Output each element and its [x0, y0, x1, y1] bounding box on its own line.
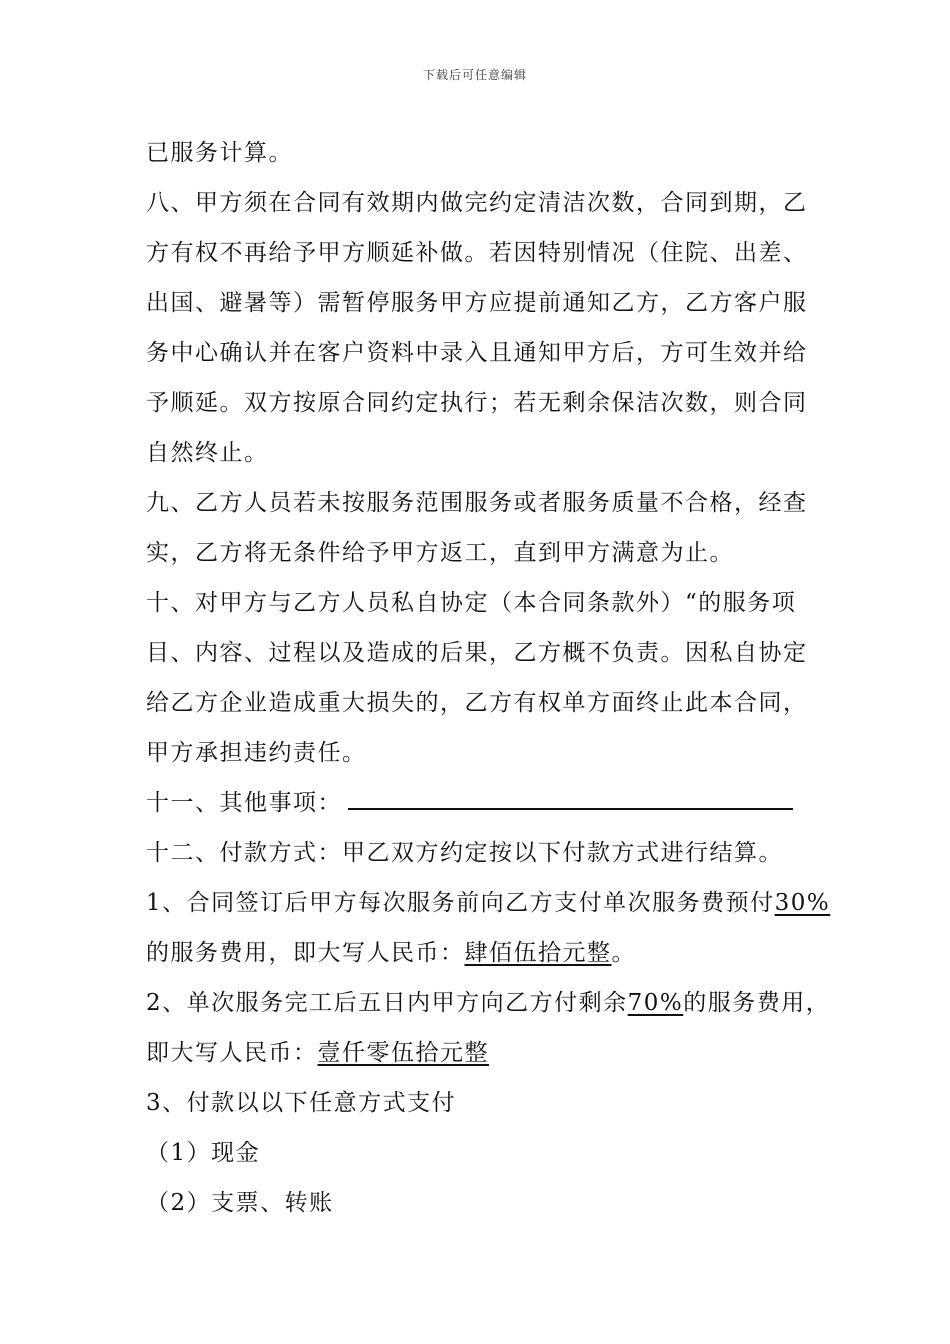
clause-9-line: 实，乙方将无条件给予甲方返工，直到甲方满意为止。: [146, 540, 734, 566]
clause-10-line: 目、内容、过程以及造成的后果，乙方概不负责。因私自协定: [146, 640, 808, 666]
clause-11-label: 十一、其他事项：: [146, 790, 342, 816]
payment-method-cash: （1）现金: [146, 1140, 261, 1166]
payment-item-2-text: 2、单次服务完工后五日内甲方向乙方付剩余: [146, 990, 628, 1016]
clause-11-line: [146, 778, 810, 828]
clause-8-line: 八、甲方须在合同有效期内做完约定清洁次数，合同到期，乙: [146, 190, 808, 216]
period-mark: 。: [611, 940, 636, 966]
payment-item-1-line: [146, 878, 831, 928]
clause-8-line: 出国、避暑等）需暂停服务甲方应提前通知乙方，乙方客户服: [146, 290, 808, 316]
clause-9-line: 九、乙方人员若未按服务范围服务或者服务质量不合格，经查: [146, 490, 808, 516]
clause-8-line: 自然终止。: [146, 440, 269, 466]
payment-item-2-text: 即大写人民币：: [146, 1040, 318, 1066]
page-header-note: 下载后可任意编辑: [422, 68, 527, 82]
payment-item-1-text: 1、合同签订后甲方每次服务前向乙方支付单次服务费预付: [146, 890, 775, 916]
clause-12-line: 十二、付款方式：甲乙双方约定按以下付款方式进行结算。: [146, 840, 783, 866]
prepay-percent: 30%: [774, 890, 831, 916]
remaining-amount-words: 壹仟零伍拾元整: [317, 1040, 489, 1066]
payment-item-2-line: [146, 978, 831, 1028]
document-body: [146, 128, 831, 1228]
clause-8-line: 予顺延。双方按原合同约定执行；若无剩余保洁次数，则合同: [146, 390, 808, 416]
clause-8-line: 方有权不再给予甲方顺延补做。若因特别情况（住院、出差、: [146, 240, 808, 266]
payment-item-2-text: 的服务费用，: [683, 990, 831, 1016]
payment-item-1-line: [146, 928, 810, 978]
payment-item-3-line: 3、付款以以下任意方式支付: [146, 1090, 457, 1116]
payment-item-2-line: [146, 1028, 810, 1078]
prepay-amount-words: 肆佰伍拾元整: [464, 940, 612, 966]
other-matters-blank: [348, 786, 793, 810]
clause-8-line: 务中心确认并在客户资料中录入且通知甲方后，方可生效并给: [146, 340, 808, 366]
clause-10-line: 十、对甲方与乙方人员私自协定（本合同条款外）“的服务项: [146, 590, 797, 616]
clause-10-line: 甲方承担违约责任。: [146, 740, 367, 766]
remaining-percent: 70%: [627, 990, 684, 1016]
clause-10-line: 给乙方企业造成重大损失的，乙方有权单方面终止此本合同，: [146, 690, 808, 716]
payment-item-1-text: 的服务费用，即大写人民币：: [146, 940, 465, 966]
payment-method-check-transfer: （2）支票、转账: [146, 1190, 334, 1216]
paragraph-line: 已服务计算。: [146, 140, 293, 166]
